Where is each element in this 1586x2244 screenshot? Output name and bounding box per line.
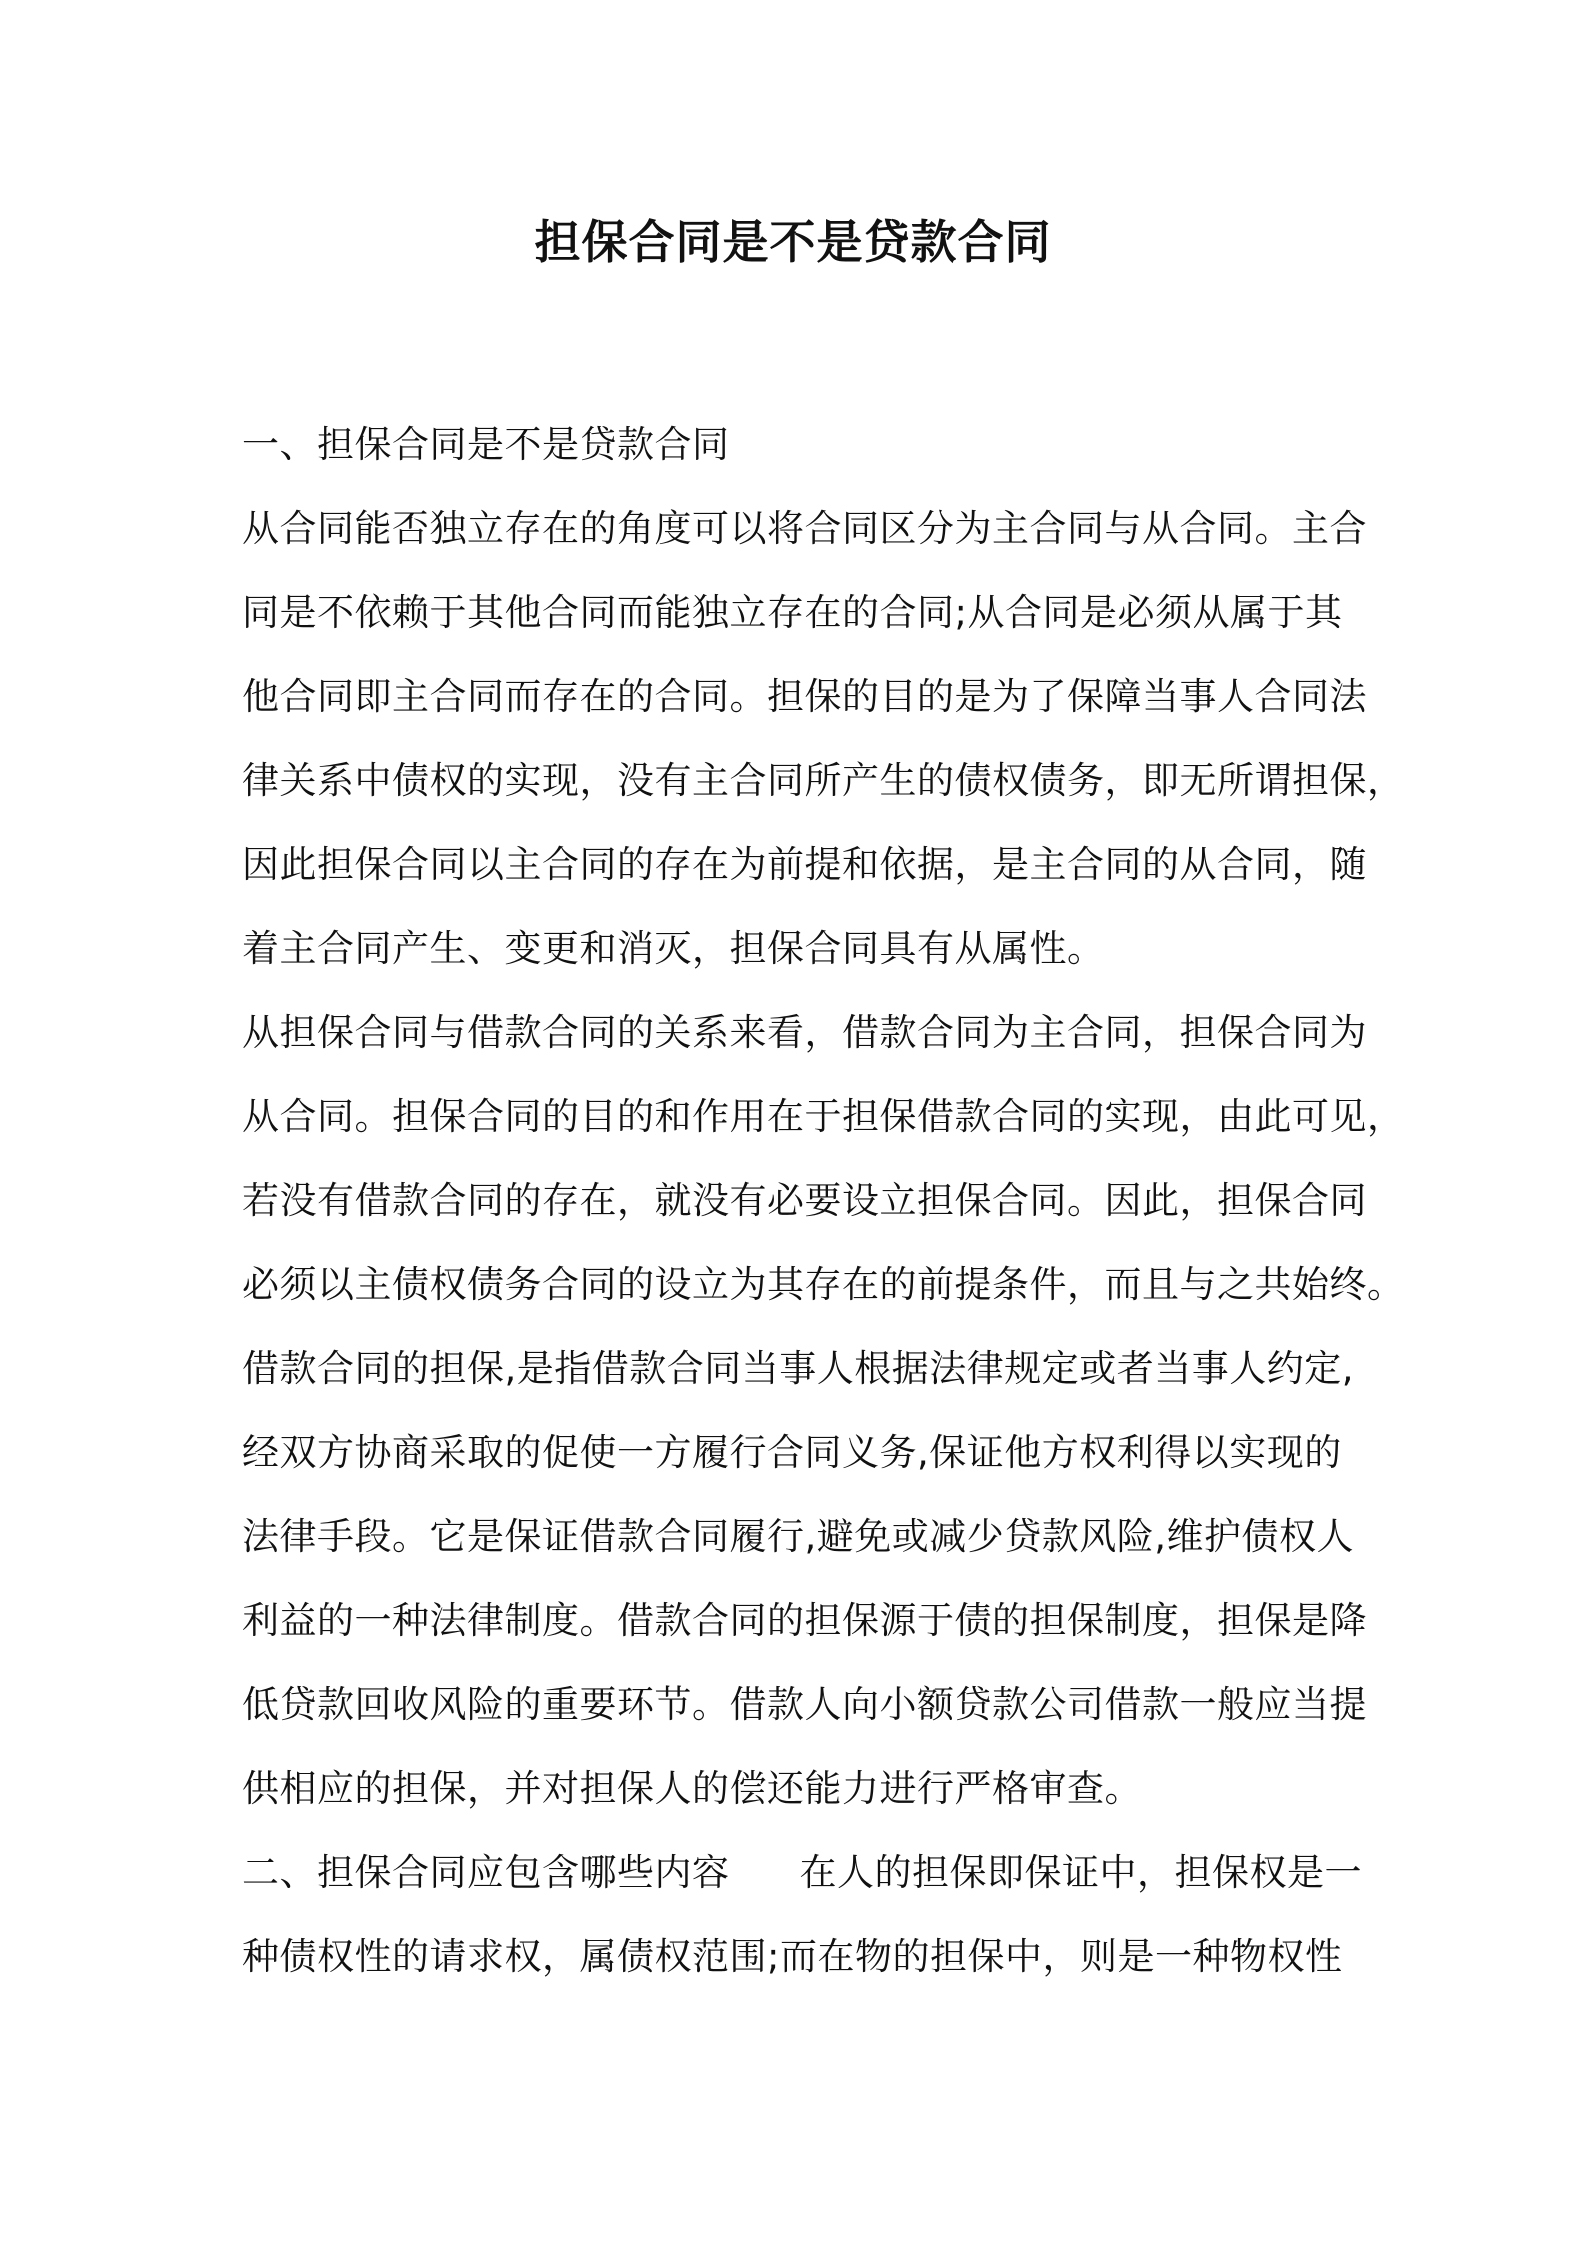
document-body xyxy=(242,403,1405,1999)
body-line: 同是不依赖于其他合同而能独立存在的合同;从合同是必须从属于其 xyxy=(242,591,1343,634)
document-title: 担保合同是不是贷款合同 xyxy=(534,215,1052,269)
section-heading-1: 一、担保合同是不是贷款合同 xyxy=(242,423,730,466)
body-line: 必须以主债权债务合同的设立为其存在的前提条件，而且与之共始终。 xyxy=(242,1263,1405,1306)
body-line: 从担保合同与借款合同的关系来看，借款合同为主合同，担保合同为 xyxy=(242,1011,1367,1054)
body-line: 若没有借款合同的存在，就没有必要设立担保合同。因此，担保合同 xyxy=(242,1179,1367,1222)
body-line: 从合同能否独立存在的角度可以将合同区分为主合同与从合同。主合 xyxy=(242,507,1367,550)
body-line: 供相应的担保，并对担保人的偿还能力进行严格审查。 xyxy=(242,1767,1142,1810)
body-line: 低贷款回收风险的重要环节。借款人向小额贷款公司借款一般应当提 xyxy=(242,1683,1367,1726)
body-line: 因此担保合同以主合同的存在为前提和依据，是主合同的从合同，随 xyxy=(242,843,1367,886)
body-line: 他合同即主合同而存在的合同。担保的目的是为了保障当事人合同法 xyxy=(242,675,1367,718)
section-heading-2-line xyxy=(242,1831,1362,1915)
body-line: 着主合同产生、变更和消灭，担保合同具有从属性。 xyxy=(242,927,1105,970)
body-line: 经双方协商采取的促使一方履行合同义务,保证他方权利得以实现的 xyxy=(242,1431,1342,1474)
body-line: 律关系中债权的实现，没有主合同所产生的债权债务，即无所谓担保， xyxy=(242,759,1405,802)
section-2-inline-text: 在人的担保即保证中，担保权是一 xyxy=(799,1851,1362,1894)
section-heading-2: 二、担保合同应包含哪些内容 xyxy=(242,1851,730,1894)
body-line: 种债权性的请求权，属债权范围;而在物的担保中，则是一种物权性 xyxy=(242,1935,1343,1978)
body-line: 借款合同的担保,是指借款合同当事人根据法律规定或者当事人约定, xyxy=(242,1347,1355,1390)
body-line: 法律手段。它是保证借款合同履行,避免或减少贷款风险,维护债权人 xyxy=(242,1515,1355,1558)
body-line: 从合同。担保合同的目的和作用在于担保借款合同的实现，由此可见， xyxy=(242,1095,1405,1138)
body-line: 利益的一种法律制度。借款合同的担保源于债的担保制度，担保是降 xyxy=(242,1599,1367,1642)
